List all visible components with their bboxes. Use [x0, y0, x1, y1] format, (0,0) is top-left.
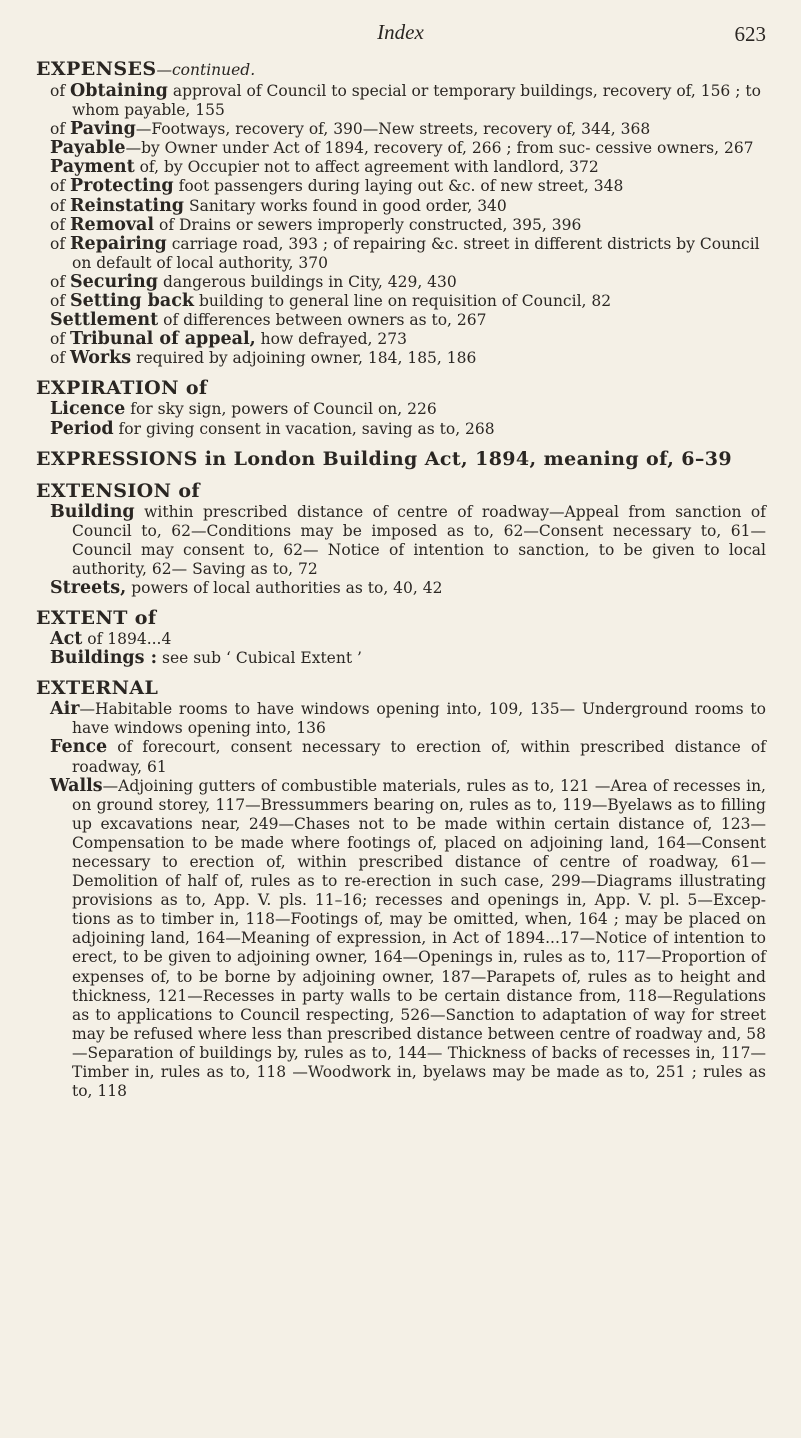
entry-text: respecting, 526—Sanction to adaptation of way for street may be: [72, 1005, 766, 1043]
entry-keyword: Buildings :: [50, 648, 158, 669]
entry-keyword: Setting back: [70, 291, 195, 312]
entry-text: —by Owner under Act of 1894, recovery of, 266 ; from suc-: [125, 139, 591, 158]
entry-text: 249—Chases not to be made within certain distance of, 123—: [248, 814, 766, 833]
entry-text: —Woodwork in, byelaws may be made as to, 251 ; rules as to, 118: [72, 1063, 766, 1101]
entry-text: App. V. pls. 11–16; recesses and openings in, App. V. pl. 5—Excep-: [214, 891, 766, 910]
entry-text: Notice of intention to sanction, to be given to local authority, 62—: [72, 540, 766, 578]
entry-text: recovery of, 156 ; to whom payable, 155: [72, 82, 761, 120]
entry-prefix: of: [50, 292, 66, 311]
section-heading-text: EXPIRATION of: [36, 377, 208, 400]
entry-text: foot passengers during laying out &c. of new street,: [178, 177, 589, 196]
entry-text: of Drains or sewers improperly constructed, 395, 396: [158, 215, 582, 234]
index-entry: [36, 579, 766, 598]
entry-prefix: of: [50, 234, 66, 253]
index-entry: [36, 273, 766, 292]
running-head: [0, 18, 801, 48]
entry-text: on, rules as to, 119—Byelaws as to filling up excavations near,: [72, 795, 766, 833]
entry-text: of 1894...4: [87, 630, 172, 649]
entry-text: dangerous buildings in City, 429, 430: [162, 272, 457, 291]
index-section: [36, 448, 766, 471]
entry-keyword: Licence: [50, 399, 126, 420]
entry-prefix: of: [50, 196, 66, 215]
index-section: [36, 377, 766, 438]
entry-text: building to general line on requisition of Council, 82: [198, 292, 612, 311]
entry-text: Sanitary works found in good order, 340: [188, 196, 507, 215]
entry-text: for giving consent in vacation, saving as to, 268: [118, 419, 495, 438]
index-section: [36, 480, 766, 598]
index-entry: [36, 649, 766, 668]
entry-keyword: Reinstating: [70, 195, 185, 216]
entry-text: powers of local authorities as to, 40, 42: [131, 578, 443, 597]
index-entry: [36, 158, 766, 177]
index-entry: [36, 630, 766, 649]
entry-text: Underground rooms to have windows opening into, 136: [72, 700, 766, 738]
entry-text: roadway and, 58—Separation of buildings by, rules as to, 144—: [72, 1024, 767, 1062]
entry-text: of, to be borne by adjoining owner, 187—Parapets of, rules as to: [150, 967, 674, 986]
entry-text: —Habitable rooms to have windows opening into, 109, 135—: [79, 700, 576, 719]
index-section: [36, 607, 766, 668]
entry-text: see sub ‘ Cubical Extent ’: [162, 649, 362, 668]
entry-text: —Area of recesses in, on ground storey, 117—Bressummers bearing: [72, 776, 766, 814]
section-heading-text: EXPENSES: [36, 58, 157, 80]
index-entry: [36, 235, 766, 273]
entry-text: of differences between owners as to, 267: [163, 311, 487, 330]
index-entry: [36, 330, 766, 349]
entry-text: distance from, 118—Regulations as to applications to Council: [72, 986, 766, 1024]
index-entry: [36, 139, 766, 158]
entry-prefix: of: [50, 177, 66, 196]
index-entry: [36, 700, 766, 738]
index-entry: [36, 292, 766, 311]
section-heading-text: EXTENSION of: [36, 479, 200, 502]
entry-prefix: of: [50, 272, 66, 291]
entry-keyword: Payment: [50, 157, 135, 178]
entry-text: refused where less than prescribed distance between centre of: [133, 1024, 631, 1043]
entry-keyword: Settlement: [50, 310, 159, 331]
index-entry: [36, 82, 766, 120]
entry-keyword: Act: [50, 629, 83, 650]
section-heading: [36, 58, 766, 82]
index-entry: [36, 216, 766, 235]
index-entry: [36, 120, 766, 139]
entry-prefix: of: [50, 215, 66, 234]
index-entry: [36, 503, 766, 579]
entry-prefix: of: [50, 330, 66, 349]
entry-prefix: of: [50, 120, 66, 139]
entry-text: —Footways, recovery of, 390—New streets, recovery of, 344,: [135, 120, 616, 139]
entry-text: from sanction of Council to, 62—Conditions may be imposed as: [72, 502, 766, 540]
entry-text: 348: [593, 177, 624, 196]
index-entry: [36, 311, 766, 330]
index-entry: [36, 738, 766, 776]
index-entry: [36, 420, 766, 439]
section-heading: [36, 448, 766, 471]
section-heading-text: EXTERNAL: [36, 677, 159, 700]
entry-keyword: Tribunal of appeal,: [70, 329, 256, 350]
entry-text: Thickness of backs of recesses in, 117—Timber in, rules as to, 118: [72, 1043, 766, 1082]
entry-text: for sky sign, powers of Council on, 226: [130, 400, 437, 419]
entry-text: districts by Council on default of local authority, 370: [72, 234, 760, 272]
entry-text: 368: [620, 120, 651, 139]
entry-text: required by adjoining owner, 184, 185, 186: [136, 349, 477, 368]
section-heading: [36, 480, 766, 503]
entry-keyword: Protecting: [70, 176, 174, 197]
index-entry: [36, 400, 766, 419]
entry-keyword: Streets,: [50, 577, 127, 598]
entry-prefix: of: [50, 349, 66, 368]
index-content: [36, 58, 766, 1101]
entry-text: land, 164—Consent necessary to erection of, within prescribed: [72, 833, 766, 871]
section-heading: [36, 377, 766, 400]
index-section: [36, 58, 766, 368]
entry-text: approval of Council to special or temporary buildings,: [172, 82, 598, 100]
entry-keyword: Removal: [70, 214, 155, 235]
entry-text: of, by Occupier not to affect agreement with landlord, 372: [139, 158, 599, 177]
entry-text: tions as to timber in, 118—Footings of, may be omitted, when, 164 ;: [72, 910, 619, 929]
entry-text: how defrayed, 273: [260, 330, 407, 349]
entry-keyword: Walls: [50, 775, 103, 796]
entry-text: Compensation to be made where footings of, placed on adjoining: [72, 833, 604, 852]
entry-text: re-erection in such case, 299—Diagrams illustrating provisions as to,: [72, 872, 766, 910]
entry-text: of forecourt, consent necessary to erection of, within prescribed: [117, 738, 665, 757]
index-entry: [36, 197, 766, 216]
entry-text: Saving as to, 72: [192, 559, 318, 578]
entry-keyword: Paving: [70, 119, 136, 140]
index-entry: [36, 349, 766, 368]
entry-keyword: Period: [50, 418, 114, 439]
section-heading-text: EXPRESSIONS in London Building Act, 1894, meaning of, 6–39: [36, 447, 733, 470]
entry-keyword: Repairing: [70, 233, 167, 254]
entry-keyword: Securing: [70, 271, 158, 292]
entry-text: may be placed on adjoining land, 164—Meaning of expression, in Act: [72, 910, 766, 948]
section-heading-text: EXTENT of: [36, 607, 157, 630]
index-entry: [36, 777, 766, 1102]
entry-text: distance of centre of roadway, 61—Demolition of half of, rules as to: [72, 853, 766, 891]
section-heading: [36, 607, 766, 630]
running-title: Index: [377, 20, 424, 44]
index-section: [36, 677, 766, 1101]
entry-keyword: Works: [70, 348, 132, 369]
entry-text: —Adjoining gutters of combustible materials, rules as to, 121: [102, 776, 590, 795]
page-number: 623: [734, 22, 766, 46]
entry-prefix: of: [50, 82, 66, 100]
entry-text: to, 62—Consent necessary to, 61—Council may consent to, 62—: [72, 521, 766, 559]
entry-text: height and thickness, 121—Recesses in party walls to be certain: [72, 967, 766, 1005]
entry-keyword: Obtaining: [70, 81, 168, 101]
entry-text: carriage road, 393 ; of repairing &c. street in different: [171, 234, 603, 253]
entry-text: distance of roadway, 61: [72, 738, 766, 776]
entry-keyword: Payable: [50, 138, 126, 159]
section-heading: [36, 677, 766, 700]
section-heading-suffix: —continued.: [156, 61, 256, 79]
entry-text: owner, 164—Openings in, rules as to, 117—Proportion of expenses: [72, 948, 766, 986]
entry-text: within prescribed distance of centre of roadway—Appeal: [144, 502, 619, 521]
entry-keyword: Building: [50, 501, 135, 522]
entry-text: of 1894...17—Notice of intention to erect, to be given to adjoining: [72, 929, 766, 967]
entry-keyword: Air: [50, 699, 80, 720]
entry-keyword: Fence: [50, 737, 108, 758]
entry-text: cessive owners, 267: [595, 139, 754, 158]
index-entry: [36, 177, 766, 196]
